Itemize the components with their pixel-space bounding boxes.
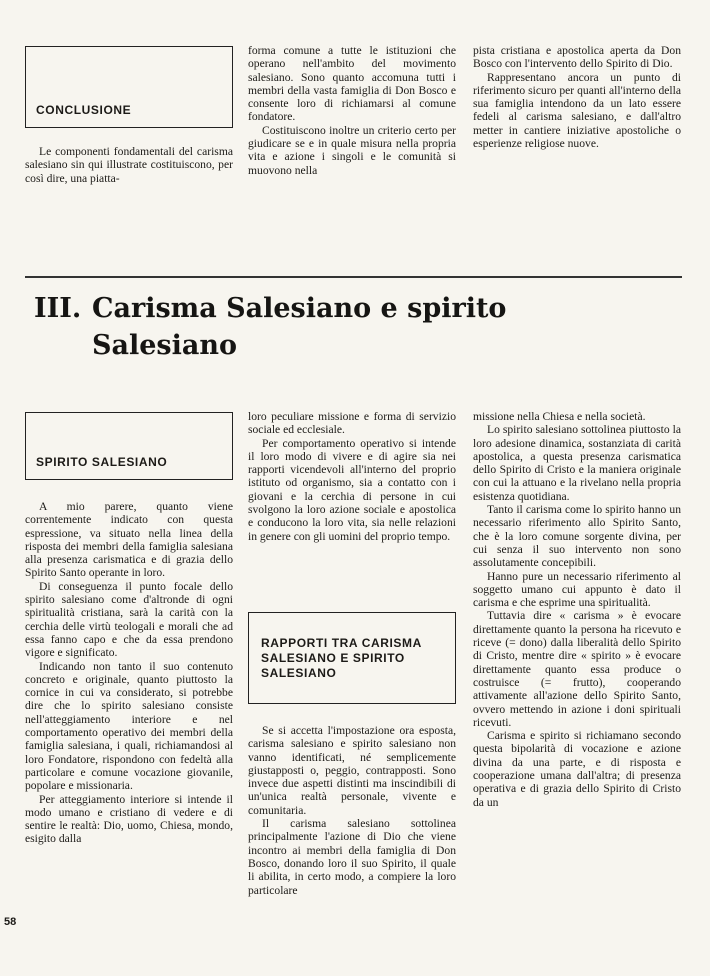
- page-number: 58: [4, 916, 17, 928]
- paragraph: pista cristiana e apostolica aperta da Don Bosco con l'intervento dello Spirito di Dio.: [473, 44, 681, 71]
- paragraph: Costituiscono inoltre un criterio certo per giudicare se e in quale misura nella propria vita e azione i singoli e le comunità si muovono nella: [248, 123, 456, 177]
- paragraph: Carisma e spirito si richiamano secondo questa bipolarità di vocazione e azione divina da una parte, e di risposta e cooperazione umana dall'altra; di presenza operativa e di grazia dello Spirito di Cristo da un: [473, 729, 681, 809]
- section-title-line-1: Carisma Salesiano e spirito: [92, 293, 507, 324]
- paragraph: Di conseguenza il punto focale dello spirito salesiano come d'altronde di ogni spiritualità cristiana, sarà la carità con la cerchia delle virtù teologali e morali che ad essa fanno capo e che da essa prendono vigore e significato.: [25, 579, 233, 660]
- paragraph: Per comportamento operativo si intende il loro modo di vivere e di agire sia nei rapporti vicendevoli all'interno del proprio istituto od organismo, sia a contatto con i giovani e la cerchia di persone in cui svolgono la loro azione sociale e apostolica e conducono la loro vita, sia nelle relazioni in genere con gli uomini del proprio tempo.: [248, 436, 456, 543]
- bottom-column-2-bottom: [248, 724, 456, 897]
- paragraph: Lo spirito salesiano sottolinea piuttosto la loro adesione dinamica, sostanziata di carità apostolica, a questa presenza carismatica dello Spirito di Cristo e la maniera originale con cui la attuano e la rivelano nella propria esistenza quotidiana.: [473, 423, 681, 503]
- conclusione-heading-box: [25, 46, 233, 128]
- spirito-salesiano-heading-box: [25, 412, 233, 480]
- bottom-column-2-top: [248, 410, 456, 543]
- paragraph: loro peculiare missione e forma di servizio sociale ed ecclesiale.: [248, 410, 456, 437]
- paragraph: Se si accetta l'impostazione ora esposta, carisma salesiano e spirito salesiano non vanno identificati, né semplicemente giustapposti o, peggio, contrapposti. Sono invece due aspetti distinti ma inscindibili di un'unica realtà personale, vivente e comunitaria.: [248, 724, 456, 817]
- paragraph: Indicando non tanto il suo contenuto concreto e originale, quanto piuttosto la cornice in cui va considerato, si potrebbe dire che lo spirito salesiano consiste nell'atteggiamento interiore e nel comportamento operativo dei membri della famiglia salesiana, i quali, richiamandosi al loro Fondatore, rispondono con fedeltà alla particolare e comune vocazione giovanile, popolare e missionaria.: [25, 659, 233, 793]
- rapporti-heading: RAPPORTI TRA CARISMA SALESIANO E SPIRITO SALESIANO: [261, 635, 422, 680]
- paragraph: Rappresentano ancora un punto di riferimento sicuro per quanti all'interno della sua famiglia intendono da un lato essere fedeli al carisma salesiano, e dall'altro metter in cantiere iniziative apostoliche o esperienze religiose nuove.: [473, 70, 681, 151]
- paragraph: A mio parere, quanto viene correntemente indicato con questa espressione, va situato nella linea della risposta dei membri della famiglia salesiana alla presenza carismatica e di grazia dello Spirito Santo operante in loro.: [25, 500, 233, 580]
- paragraph: Tuttavia dire « carisma » è evocare direttamente quanto la persona ha ricevuto e riceve (= dono) dalla liberalità dello Spirito di Cristo, mentre dire « spirito » è evocare direttamente quanto essa produce o costruisce (= frutto), cooperando attivamente all'azione dello Spirito Santo, ovvero mettendo in azione i doni spirituali ricevuti.: [473, 609, 681, 729]
- conclusione-heading: CONCLUSIONE: [36, 103, 132, 117]
- section-number: III.: [34, 293, 82, 324]
- section-divider: [25, 276, 682, 278]
- section-title: [34, 290, 634, 364]
- paragraph: forma comune a tutte le istituzioni che operano nell'ambito del movimento salesiano. Sono quanto accomuna tutti i membri della vasta famiglia di Don Bosco e consente loro di richiamarsi al comune fondatore.: [248, 44, 456, 124]
- paragraph: Hanno pure un necessario riferimento al soggetto umano cui appunto è dato il carisma e che esprime una spiritualità.: [473, 569, 681, 610]
- paragraph: Il carisma salesiano sottolinea principalmente l'azione di Dio che viene incontro ai membri della famiglia di Don Bosco, donando loro il suo Spirito, il quale li abilita, in certo modo, a compiere la loro particolare: [248, 817, 456, 897]
- bottom-column-1: [25, 500, 233, 846]
- top-column-2: [248, 44, 456, 177]
- rapporti-heading-box: [248, 612, 456, 704]
- paragraph: Per atteggiamento interiore si intende il modo umano e cristiano di vedere e di sentire le realtà: Dio, uomo, Chiesa, mondo, esigito dalla: [25, 792, 233, 846]
- paragraph: Le componenti fondamentali del carisma salesiano sin qui illustrate costituiscono, per così dire, una piatta-: [25, 145, 233, 185]
- paragraph: missione nella Chiesa e nella società.: [473, 410, 646, 423]
- paragraph: Tanto il carisma come lo spirito hanno un necessario riferimento allo Spirito Santo, che è la loro comune sorgente divina, per cui senza il suo intervento non sono assolutamente concepibili.: [473, 503, 681, 570]
- bottom-column-3: [473, 410, 681, 809]
- section-title-line-2: Salesiano: [92, 330, 238, 361]
- spirito-salesiano-heading: SPIRITO SALESIANO: [36, 455, 168, 469]
- top-column-1: [25, 145, 233, 185]
- top-column-3: [473, 44, 681, 150]
